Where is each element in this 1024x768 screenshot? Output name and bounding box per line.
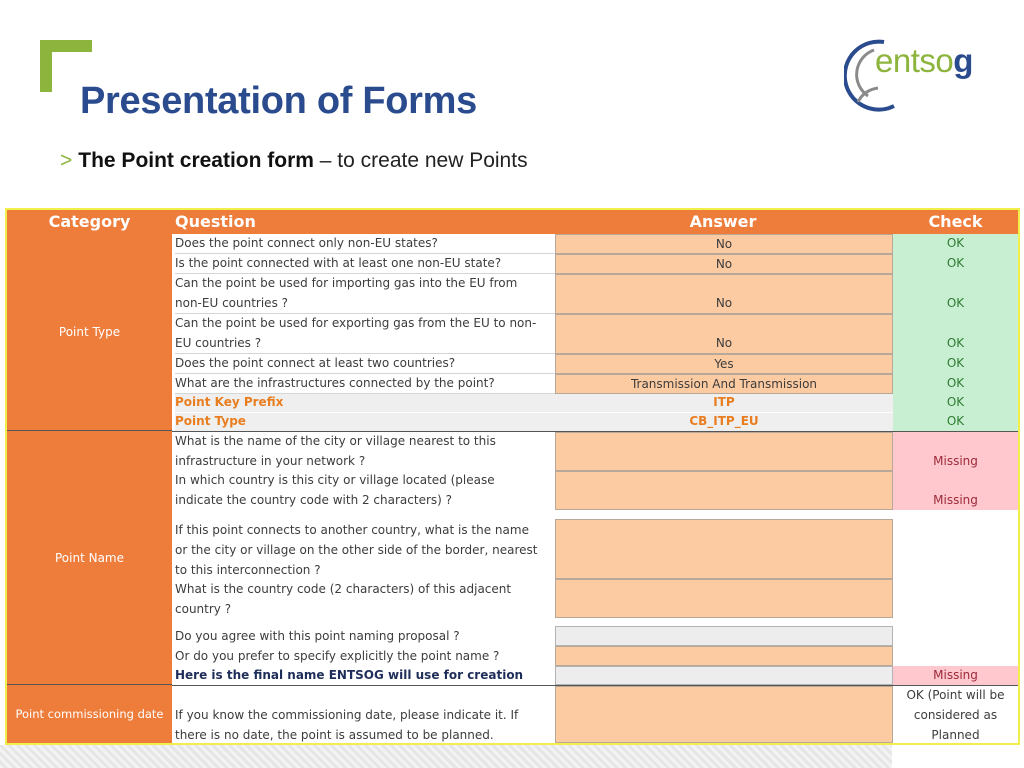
- question-r6: What are the infrastructures connected by the point?: [175, 374, 555, 394]
- question-r4-line2: EU countries ?: [175, 334, 555, 354]
- question-r13: Do you agree with this point naming proposal ?: [175, 629, 460, 643]
- check-r7: OK: [946, 395, 965, 409]
- check-r10: Missing: [933, 493, 978, 507]
- check-r8: OK: [946, 414, 965, 428]
- slide-subtitle: [60, 149, 528, 173]
- subtitle-rest: – to create new Points: [313, 149, 528, 172]
- check-r3: OK: [946, 296, 965, 310]
- question-r11-line2: or the city or village on the other side of the border, nearest: [175, 543, 538, 557]
- point-creation-form: [5, 208, 1020, 745]
- question-r8: Point Type: [175, 414, 246, 428]
- answer-r6[interactable]: Transmission And Transmission: [555, 374, 893, 394]
- check-r6: OK: [946, 376, 965, 390]
- slide-title: Presentation of Forms: [80, 80, 477, 122]
- question-r10-line2: indicate the country code with 2 characters) ?: [175, 493, 453, 507]
- question-r15: Here is the final name ENTSOG will use for creation: [175, 668, 524, 682]
- logo-wordmark: [875, 42, 973, 80]
- check-r15: Missing: [893, 666, 1018, 685]
- question-r3-line2: non-EU countries ?: [175, 294, 555, 314]
- check-r9: Missing: [933, 454, 978, 468]
- answer-r3[interactable]: No: [555, 274, 893, 314]
- category-point-name: Point Name: [7, 431, 172, 685]
- bottom-hatch-decoration: [0, 745, 892, 768]
- answer-r14-input[interactable]: [555, 646, 893, 666]
- check-r2: OK: [946, 256, 965, 270]
- check-r16-line3: Planned: [931, 728, 980, 742]
- subtitle-bold: The Point creation form: [78, 149, 314, 172]
- header-answer: Answer: [689, 212, 757, 231]
- header-check: Check: [928, 212, 983, 231]
- logo-text-main: entso: [875, 42, 954, 79]
- answer-r13-input[interactable]: [555, 626, 893, 646]
- question-r9-line1: What is the name of the city or village nearest to this: [175, 434, 496, 448]
- question-r5: Does the point connect at least two countries?: [175, 354, 555, 374]
- category-point-type: Point Type: [7, 234, 172, 431]
- check-r4: OK: [946, 336, 965, 350]
- question-r9-line2: infrastructure in your network ?: [175, 454, 366, 468]
- subtitle-marker: >: [60, 149, 73, 172]
- question-r11-line3: to this interconnection ?: [175, 563, 321, 577]
- question-r11-line1: If this point connects to another country, what is the name: [175, 523, 529, 537]
- answer-r1[interactable]: No: [555, 234, 893, 254]
- question-r4-line1: Can the point be used for exporting gas from the EU to non-: [175, 316, 537, 330]
- question-r2: Is the point connected with at least one non-EU state?: [175, 254, 555, 274]
- answer-r9-input[interactable]: [555, 432, 893, 471]
- logo-text-accent: g: [953, 42, 973, 79]
- question-r1: Does the point connect only non-EU states?: [175, 234, 555, 254]
- check-r1: OK: [946, 236, 965, 250]
- answer-r2[interactable]: No: [555, 254, 893, 274]
- header-question: Question: [175, 212, 256, 231]
- check-r16-line2: considered as: [913, 708, 998, 722]
- answer-r4[interactable]: No: [555, 314, 893, 354]
- category-commissioning-date: Point commissioning date: [7, 685, 172, 743]
- question-r3-line1: Can the point be used for importing gas into the EU from: [175, 276, 518, 290]
- answer-r15-final-name: [555, 666, 893, 685]
- question-r16-line1: If you know the commissioning date, please indicate it. If: [175, 708, 519, 722]
- question-r7: Point Key Prefix: [175, 395, 284, 409]
- answer-r11-input[interactable]: [555, 519, 893, 579]
- answer-r12-input[interactable]: [555, 579, 893, 618]
- check-r5: OK: [946, 356, 965, 370]
- answer-r16-date-input[interactable]: [555, 686, 893, 743]
- answer-r8: CB_ITP_EU: [689, 414, 759, 428]
- question-r12-line1: What is the country code (2 characters) of this adjacent: [175, 582, 512, 596]
- answer-r5[interactable]: Yes: [555, 354, 893, 374]
- question-r10-line1: In which country is this city or village located (please: [175, 473, 495, 487]
- question-r12-line2: country ?: [175, 602, 232, 616]
- check-r16-line1: OK (Point will be: [906, 688, 1005, 702]
- header-category: Category: [48, 212, 131, 231]
- answer-r7: ITP: [713, 395, 735, 409]
- corner-accent-vertical: [40, 40, 52, 92]
- question-r16-line2: there is no date, the point is assumed to be planned.: [175, 728, 494, 742]
- answer-r10-input[interactable]: [555, 471, 893, 510]
- question-r14: Or do you prefer to specify explicitly the point name ?: [175, 649, 500, 663]
